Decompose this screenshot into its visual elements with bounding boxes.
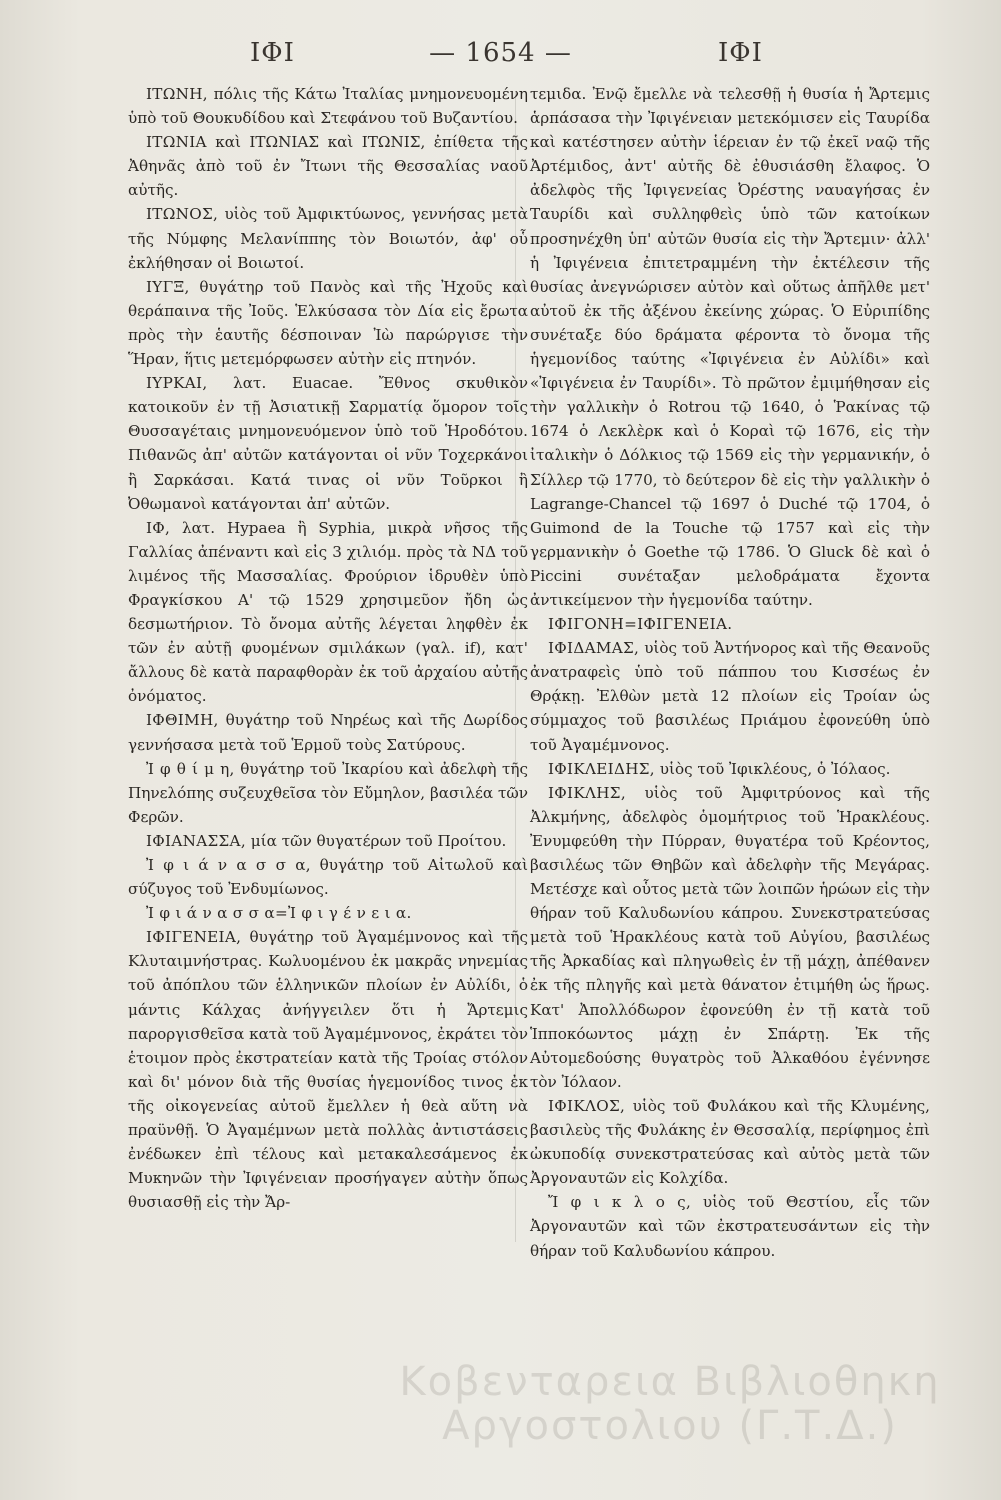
entry-headword: ΙΥΓΞ, — [146, 277, 190, 296]
entry-headword: ΙΦΙΚΛΟΣ, — [548, 1096, 626, 1115]
dictionary-entry — [530, 82, 930, 612]
entry-text: υἱὸς τοῦ Ἰφικλέους, ὁ Ἰόλαος. — [654, 759, 891, 778]
entry-text: υἱὸς τοῦ Θεστίου, εἷς τῶν Ἀργοναυτῶν καὶ τῶν ἐκστρατευσάντων εἰς τὴν θήραν τοῦ Καλυδωνίου κάπρου. — [530, 1193, 930, 1260]
dictionary-entry — [128, 829, 528, 853]
entry-text: λατ. Euacae. Ἔθνος σκυθικὸν κατοικοῦν ἐν τῇ Ἀσιατικῇ Σαρματίᾳ ὅμορον τοῖς Θυσσαγέταις μνημονευόμενον ὑπὸ τοῦ Ἡροδότου. Πιθανῶς ἀπ' αὐτῶν κατάγονται οἱ νῦν Τοχερκάνοι ἢ Σαρκάσαι. Κατά τινας οἱ νῦν Τοῦρκοι ἢ Ὀθωμανοὶ κατάγονται ἀπ' αὐτῶν. — [128, 374, 528, 513]
entry-headword: ΙΦΙΔΑΜΑΣ, — [548, 639, 640, 658]
dictionary-entry — [128, 853, 528, 901]
dictionary-entry — [128, 82, 528, 130]
entry-headword: Ἰ φ ι ά ν α σ σ α=Ἰ φ ι γ έ ν ε ι α. — [146, 904, 412, 923]
entry-headword: ΙΦΙΑΝΑΣΣΑ, — [146, 831, 246, 850]
dictionary-entry — [128, 275, 528, 371]
entry-headword: ΙΦ, — [146, 518, 171, 537]
entry-headword: ΙΥΡΚΑΙ, — [146, 374, 208, 393]
entry-text: λατ. Hypaea ἢ Syphia, μικρὰ νῆσος τῆς Γαλλίας ἀπέναντι καὶ εἰς 3 χιλιόμ. πρὸς τὰ ΝΔ τοῦ λιμένος τῆς Μασσαλίας. Φρούριον ἱδρυθὲν ὑπὸ Φραγκίσκου Α' τῷ 1529 χρησιμεῦον ἤδη ὡς δεσμωτήριον. Τὸ ὄνομα αὐτῆς λέγεται ληφθὲν ἐκ τῶν ἐν αὐτῇ φυομένων σμιλάκων (γαλ. if), κατ' ἄλλους δὲ κατὰ παραφθορὰν ἐκ τοῦ ἀρχαίου αὐτῆς ὀνόματος. — [128, 518, 528, 706]
entry-text: υἱὸς τοῦ Φυλάκου καὶ τῆς Κλυμένης, βασιλεὺς τῆς Φυλάκης ἐν Θεσσαλίᾳ, περίφημος ἐπὶ ὠκυποδίᾳ συνεκστρατεύσας καὶ αὐτὸς μετὰ τῶν Ἀργοναυτῶν εἰς Κολχίδα. — [530, 1096, 930, 1188]
dictionary-entry — [128, 925, 528, 1214]
entry-headword: ΙΦΘΙΜΗ, — [146, 711, 219, 730]
entry-text: καὶ ΙΤΩΝΙΑΣ καὶ ΙΤΩΝΙΣ, ἐπίθετα τῆς Ἀθηνᾶς ἀπὸ τοῦ ἐν Ἴτωνι τῆς Θεσσαλίας ναοῦ αὐτῆς. — [128, 133, 528, 200]
dictionary-entry — [128, 371, 528, 516]
entry-text: θυγάτηρ τοῦ Νηρέως καὶ τῆς Δωρίδος γεννήσασα μετὰ τοῦ Ἑρμοῦ τοὺς Σατύρους. — [128, 711, 528, 754]
entry-headword: ΙΤΩΝΗ, — [146, 85, 208, 103]
dictionary-entry — [530, 636, 930, 756]
page-header — [0, 38, 1001, 78]
header-left-running-title: ΙΦΙ — [250, 38, 295, 68]
header-right-running-title: ΙΦΙ — [718, 38, 763, 68]
entry-headword: ΙΦΙΚΛΕΙΔΗΣ, — [548, 759, 655, 778]
dictionary-entry — [530, 757, 930, 781]
dictionary-entry — [128, 901, 528, 925]
library-watermark: Κοβενταρεια Βιβλιοθηκη Αργοστολιου (Γ.Τ.Δ.) — [399, 1359, 941, 1449]
entry-text: τεμιδα. Ἐνῷ ἔμελλε νὰ τελεσθῇ ἡ θυσία ἡ Ἄρτεμις ἁρπάσασα τὴν Ἰφιγένειαν μετεκόμισεν εἰς Ταυρίδα καὶ κατέστησεν αὐτὴν ἱέρειαν ἐν τῷ ἐκεῖ ναῷ τῆς Ἀρτέμιδος, ἀντ' αὐτῆς δὲ ἐθυσιάσθη ἔλαφος. Ὁ ἀδελφὸς τῆς Ἰφιγενείας Ὀρέστης ναυαγήσας ἐν Ταυρίδι καὶ συλληφθεὶς ὑπὸ τῶν κατοίκων προσηνέχθη ὑπ' αὐτῶν θυσία εἰς τὴν Ἄρτεμιν· ἀλλ' ἡ Ἰφιγένεια ἐπιτετραμμένη τὴν ἐκτέλεσιν τῆς θυσίας ἀνεγνώρισεν αὐτὸν καὶ οὕτως ἀπῆλθε μετ' αὐτοῦ ἐκ τῆς ἀξένου ἐκείνης χώρας. Ὁ Εὐριπίδης συνέταξε δύο δράματα φέροντα τὸ ὄνομα τῆς ἡγεμονίδος ταύτης «Ἰφιγένεια ἐν Αὐλίδι» καὶ «Ἰφιγένεια ἐν Ταυρίδι». Τὸ πρῶτον ἐμιμήθησαν εἰς τὴν γαλλικὴν ὁ Rotrou τῷ 1640, ὁ Ῥακίνας τῷ 1674 ὁ Λεκλὲρκ καὶ ὁ Κοραὶ τῷ 1676, εἰς τὴν ἰταλικὴν ὁ Δόλκιος τῷ 1569 εἰς τὴν γερμανικήν, ὁ Σίλλερ τῷ 1770, τὸ δεύτερον δὲ εἰς τὴν γαλλικὴν ὁ Lagrange-Chancel τῷ 1697 ὁ Duché τῷ 1704, ὁ Guimond de la Touche τῷ 1757 καὶ εἰς τὴν γερμανικὴν ὁ Goethe τῷ 1786. Ὁ Gluck δὲ καὶ ὁ Piccini συνέταξαν μελοδράματα ἔχοντα ἀντικείμενον τὴν ἡγεμονίδα ταύτην. — [530, 85, 930, 609]
entry-headword: Ἴ φ ι κ λ ο ς, — [548, 1193, 692, 1212]
entry-text: μία τῶν θυγατέρων τοῦ Προίτου. — [245, 831, 507, 850]
entry-headword: ΙΦΙΓΟΝΗ=ΙΦΙΓΕΝΕΙΑ. — [548, 615, 733, 634]
dictionary-entry — [530, 612, 930, 636]
entry-text: υἱὸς τοῦ Ἀντήνορος καὶ τῆς Θεανοῦς ἀνατραφεὶς ὑπὸ τοῦ πάππου του Κισσέως ἐν Θρᾴκῃ. Ἐλθὼν μετὰ 12 πλοίων εἰς Τροίαν ὡς σύμμαχος τοῦ βασιλέως Πριάμου ἐφονεύθη ὑπὸ τοῦ Ἀγαμέμνονος. — [530, 639, 930, 754]
entry-headword: ΙΦΙΓΕΝΕΙΑ, — [146, 928, 242, 947]
dictionary-entry — [128, 516, 528, 709]
dictionary-entry — [530, 1190, 930, 1262]
entry-headword: Ἰ φ ι ά ν α σ σ α, — [146, 856, 311, 874]
dictionary-entry — [128, 708, 528, 756]
dictionary-entry — [530, 1094, 930, 1190]
entry-text: θυγάτηρ τοῦ Αἰτωλοῦ καὶ σύζυγος τοῦ Ἐνδυμίωνος. — [128, 856, 528, 899]
entry-headword: Ἰ φ θ ί μ η, — [146, 759, 235, 778]
entry-headword: ΙΦΙΚΛΗΣ, — [548, 783, 626, 802]
entry-text: θυγάτηρ τοῦ Ἀγαμέμνονος καὶ τῆς Κλυταιμνήστρας. Κωλυομένου ἐκ μακρᾶς νηνεμίας τοῦ ἀπόπλου τῶν ἑλληνικῶν πλοίων ἐν Αὐλίδι, ὁ μάντις Κάλχας ἀνήγγειλεν ὅτι ἡ Ἄρτεμις παροργισθεῖσα κατὰ τοῦ Ἀγαμέμνονος, ἐκράτει τὸν ἑτοιμον πρὸς ἐκστρατείαν κατὰ τῆς Τροίας στόλον καὶ δι' μόνον διὰ τῆς θυσίας ἡγεμονίδος τινος ἐκ τῆς οἰκογενείας αὐτοῦ ἔμελλεν ἡ θεὰ αὕτη νὰ πραϋνθῇ. Ὁ Ἀγαμέμνων μετὰ πολλὰς ἀντιστάσεις ἐνέδωκεν ἐπὶ τέλους καὶ μετακαλεσάμενος ἐκ Μυκηνῶν τὴν Ἰφιγένειαν προσήγαγεν αὐτὴν ὅπως θυσιασθῇ εἰς τὴν Ἄρ- — [128, 928, 528, 1212]
dictionary-entry — [128, 202, 528, 274]
entry-text: υἱὸς τοῦ Ἀμφικτύωνος, γεννήσας μετὰ τῆς Νύμφης Μελανίππης τὸν Βοιωτόν, ἀφ' οὗ ἐκλήθησαν οἱ Βοιωτοί. — [128, 205, 528, 272]
dictionary-entry — [128, 757, 528, 829]
header-page-number: — 1654 — — [429, 38, 572, 68]
entry-text: θυγάτηρ τοῦ Ἰκαρίου καὶ ἀδελφὴ τῆς Πηνελόπης συζευχθεῖσα τὸν Εὔμηλον, βασιλέα τῶν Φερῶν. — [128, 759, 528, 826]
entry-headword: ΙΤΩΝΙΑ — [146, 133, 207, 152]
dictionary-entry — [128, 130, 528, 202]
dictionary-entry — [530, 781, 930, 1094]
entry-text: πόλις τῆς Κάτω Ἰταλίας μνημονευομένη ὑπὸ τοῦ Θουκυδίδου καὶ Στεφάνου τοῦ Βυζαντίου. — [128, 85, 528, 128]
right-column — [530, 82, 930, 1263]
entry-text: θυγάτηρ τοῦ Πανὸς καὶ τῆς Ἠχοῦς καὶ θεράπαινα τῆς Ἰοῦς. Ἑλκύσασα τὸν Δία εἰς ἔρωτα πρὸς τὴν ἑαυτῆς δέσποιναν Ἰὼ παρώργισε τὴν Ἥραν, ἥτις μετεμόρφωσεν αὐτὴν εἰς πτηνόν. — [128, 277, 528, 369]
entry-text: υἱὸς τοῦ Ἀμφιτρύονος καὶ τῆς Ἀλκμήνης, ἀδελφὸς ὁμομήτριος τοῦ Ἡρακλέους. Ἐνυμφεύθη τὴν Πύρραν, θυγατέρα τοῦ Κρέοντος, βασιλέως τῶν Θηβῶν καὶ ἀδελφὴν τῆς Μεγάρας. Μετέσχε καὶ οὗτος μετὰ τῶν λοιπῶν ἡρώων εἰς τὴν θήραν τοῦ Καλυδωνίου κάπρου. Συνεκστρατεύσας μετὰ τοῦ Ἡρακλέους κατὰ τοῦ Αὐγίου, βασιλέως τῆς Ἀρκαδίας καὶ πληγωθεὶς ἐν τῇ μάχῃ, ἀπέθανεν ἐκ τῆς πληγῆς καὶ μετὰ θάνατον ἐτιμήθη ὡς ἥρως. Κατ' Ἀπολλόδωρον ἐφονεύθη ἐν τῇ κατὰ τοῦ Ἱπποκόωντος μάχῃ ἐν Σπάρτῃ. Ἐκ τῆς Αὐτομεδούσης θυγατρὸς τοῦ Ἀλκαθόου ἐγέννησε τὸν Ἰόλαον. — [530, 783, 930, 1091]
left-column — [128, 82, 528, 1214]
entry-headword: ΙΤΩΝΟΣ, — [146, 205, 219, 224]
